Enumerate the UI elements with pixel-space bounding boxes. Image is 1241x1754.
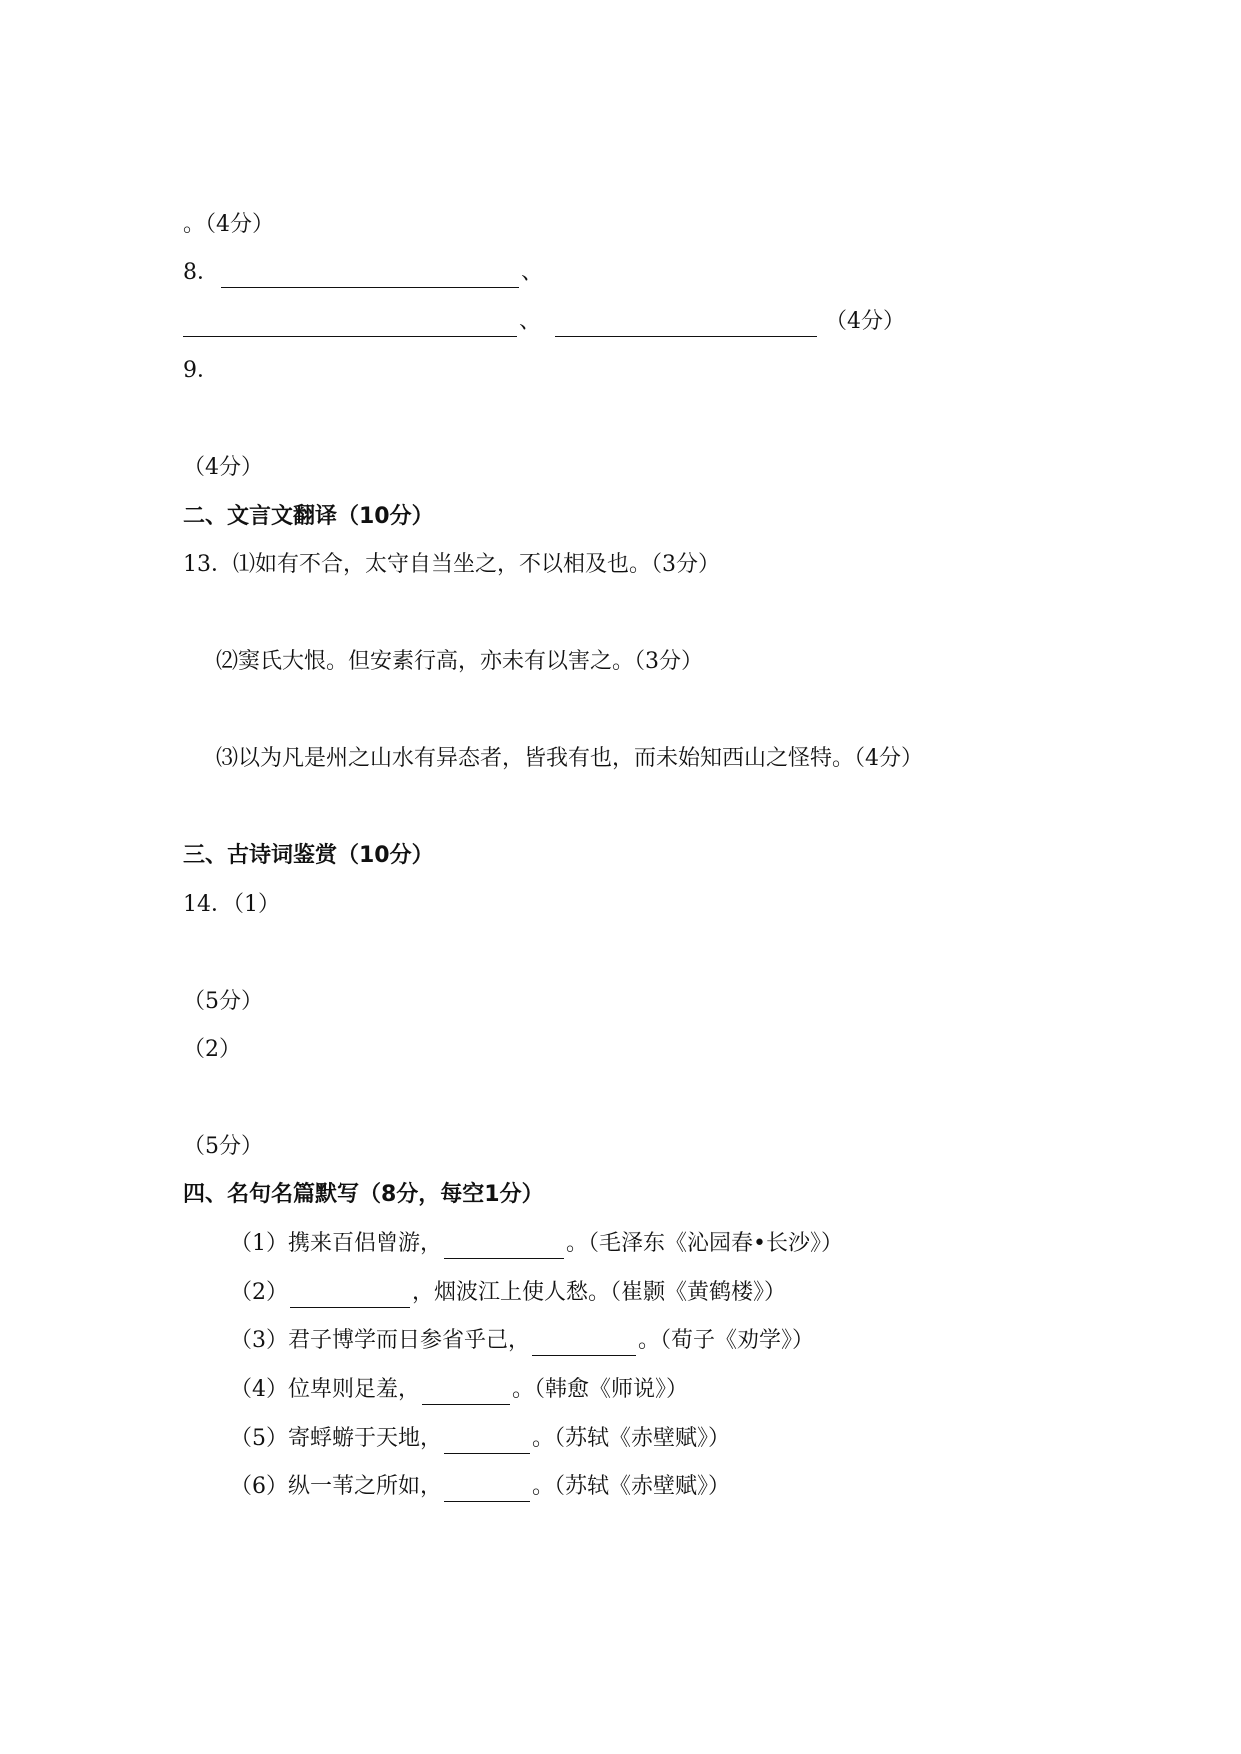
dictation-item-6-blank[interactable] [444,1477,530,1502]
q8-separator-2: 、 [519,309,542,334]
q8-line-1 [183,258,543,288]
section4-heading: 四、名句名篇默写（8分，每空1分） [183,1182,544,1207]
dictation-item-3 [230,1326,814,1356]
dictation-item-3-prompt: （3）君子博学而日参省乎己， [230,1328,530,1353]
dictation-item-6-source: 。（苏轼《赤壁赋》） [532,1474,731,1499]
q14-part2-score: （5分） [183,1134,263,1159]
dictation-item-2-prompt: （2） [230,1280,288,1305]
q14-part2-label: （2） [183,1037,241,1062]
section2-heading: 二、文言文翻译（10分） [183,504,434,529]
dictation-item-5-source: 。（苏轼《赤壁赋》） [532,1426,731,1451]
dictation-item-3-blank[interactable] [532,1331,636,1356]
q14-part1-score: （5分） [183,989,263,1014]
dictation-item-4 [230,1375,688,1405]
q13-item-3: ⑶以为凡是州之山水有异态者，皆我有也，而未始知西山之怪特。（4分） [216,746,923,771]
q9-score: （4分） [183,455,263,480]
dictation-item-4-prompt: （4）位卑则足羞， [230,1377,420,1402]
dictation-item-6-prompt: （6）纵一苇之所如， [230,1474,442,1499]
dictation-item-5-prompt: （5）寄蜉蝣于天地， [230,1426,442,1451]
q9-label: 9． [183,358,219,383]
dictation-item-1-prompt: （1）携来百侣曾游， [230,1231,442,1256]
dictation-item-5 [230,1424,730,1454]
q8-label: 8． [183,260,219,285]
section3-heading: 三、古诗词鉴赏（10分） [183,843,434,868]
dictation-item-1 [230,1229,843,1259]
q13-item-2: ⑵窦氏大恨。但安素行高，亦未有以害之。（3分） [216,649,703,674]
q8-answer-blank-2[interactable] [183,312,517,337]
dictation-item-5-blank[interactable] [444,1429,530,1454]
q8-answer-blank-3[interactable] [555,312,817,337]
top-score-text: 。（4分） [183,212,274,237]
dictation-item-1-blank[interactable] [444,1234,564,1259]
q13-label: 13． [183,552,233,577]
q8-score: （4分） [825,309,906,334]
dictation-item-1-source: 。（毛泽东《沁园春•长沙》） [566,1231,843,1256]
dictation-item-2 [230,1278,786,1308]
dictation-item-4-blank[interactable] [422,1380,510,1405]
dictation-item-2-source: ，烟波江上使人愁。（崔颢《黄鹤楼》） [412,1280,787,1305]
dictation-item-6 [230,1472,730,1502]
q13-line-1 [183,550,720,580]
dictation-item-2-blank[interactable] [290,1283,410,1308]
q8-answer-blank-1[interactable] [221,263,519,288]
q13-item-1: ⑴如有不合，太守自当坐之，不以相及也。（3分） [233,552,720,577]
q8-line-2 [183,307,905,337]
dictation-item-4-source: 。（韩愈《师说》） [512,1377,689,1402]
dictation-item-3-source: 。（荀子《劝学》） [638,1328,815,1353]
q8-separator-1: 、 [521,260,544,285]
q14-label: 14．（1） [183,892,280,917]
